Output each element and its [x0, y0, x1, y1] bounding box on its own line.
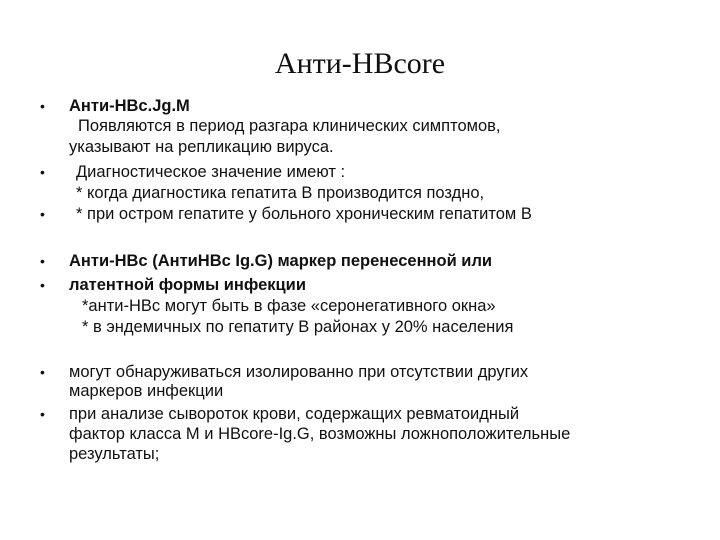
- bullet-icon: •: [40, 206, 45, 222]
- bullet-icon: •: [40, 406, 45, 422]
- bullet-text-line: Появляются в период разгара клинических симптомов,: [78, 117, 501, 135]
- bullet-icon: •: [40, 98, 45, 114]
- bullet-icon: •: [40, 253, 45, 269]
- bullet-text-line: *анти-HBc могут быть в фазе «серонегативного окна»: [82, 297, 496, 315]
- bullet-text-isolated: могут обнаруживаться изолированно при отсутствии других: [69, 363, 529, 381]
- bullet-text-rheumatoid: при анализе сывороток крови, содержащих ревматоидный: [69, 405, 520, 423]
- bullet-text-line: * когда диагностика гепатита В производится поздно,: [76, 184, 485, 202]
- bullet-heading-latent-form: латентной формы инфекции: [69, 276, 306, 294]
- bullet-text-line: фактор класса М и HBcore-Ig.G, возможны ложноположительные: [69, 425, 571, 443]
- bullet-icon: •: [40, 277, 45, 293]
- bullet-icon: •: [40, 164, 45, 180]
- bullet-text-line: указывают на репликацию вируса.: [69, 138, 334, 156]
- slide-title-text: Анти-HBcore: [274, 47, 446, 80]
- bullet-heading-anti-hbc-igm: Анти-HBc.Jg.M: [69, 97, 190, 115]
- bullet-text-line: результаты;: [69, 445, 160, 463]
- bullet-text-diagnostic: Диагностическое значение имеют :: [76, 163, 346, 181]
- bullet-text-line: * в эндемичных по гепатиту В районах у 20% населения: [82, 318, 514, 336]
- bullet-heading-anti-hbc-igg: Анти-HBc (АнтиHBc Ig.G) маркер перенесенной или: [69, 252, 493, 270]
- bullet-text-line: маркеров инфекции: [69, 382, 224, 400]
- bullet-text-line: * при остром гепатите у больного хроническим гепатитом В: [76, 205, 532, 223]
- bullet-icon: •: [40, 364, 45, 380]
- slide-title: [0, 46, 720, 82]
